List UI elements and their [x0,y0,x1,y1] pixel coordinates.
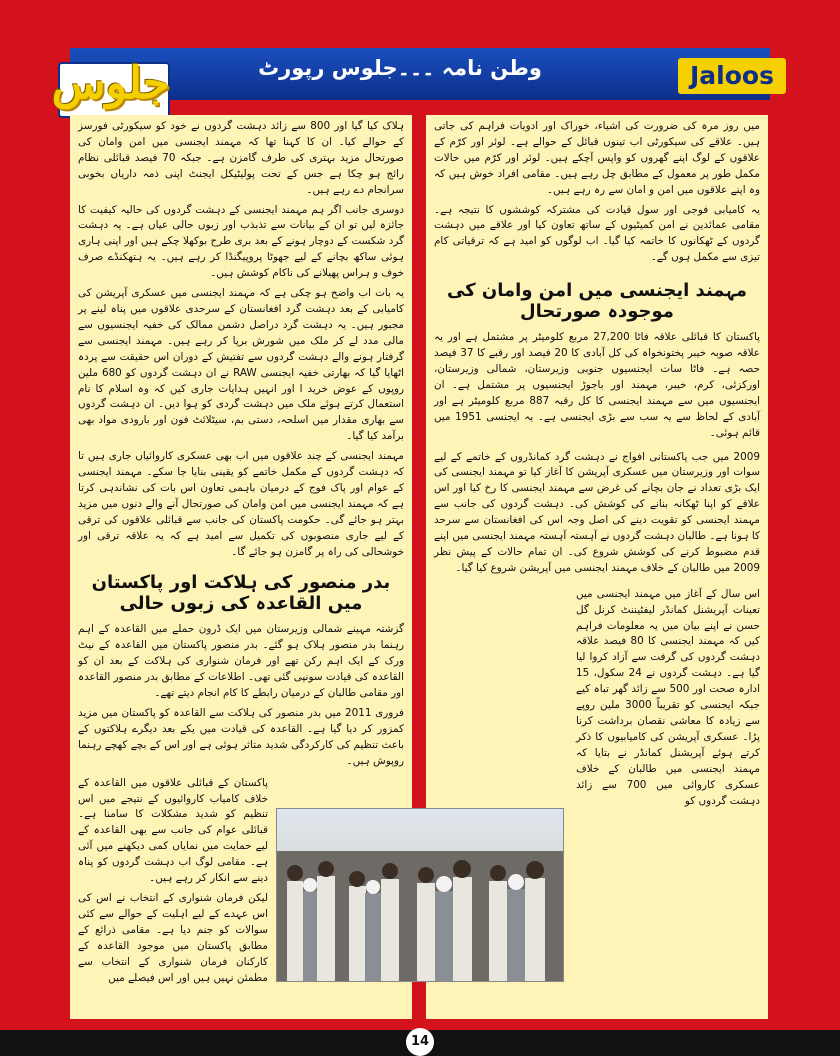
article-paragraph: ہلاک کیا گیا اور 800 سے زائد دہشت گردوں نے خود کو سیکورٹی فورسز کے حوالے کیا۔ ان کا کہنا تھا کہ مہمند ایجنسی میں امن وامان کی صورتحال مزید بہتری کی طرف گامزن ہے۔ جبکہ 70 فیصد قبائلی نظام رائج ہو چکا ہے جس کے تحت پولیٹیکل ایجنٹ اپنی ذمہ داریاں بخوبی سرانجام دے رہے ہیں۔ [78,120,405,196]
article-heading: بدر منصور کی ہلاکت اور پاکستان میں القاعدہ کی زبوں حالی [91,572,391,615]
article-paragraph: مہمند ایجنسی کے چند علاقوں میں اب بھی عسکری کاروائیاں جاری ہیں تا کہ دہشت گردوں کے مکمل خاتمے کو یقینی بنایا جا سکے۔ مہمند ایجنسی کے عوام اور پاک فوج کے درمیان باہمی تعاون اس بات کی نشاندہی کرتا ہے کہ مہمند ایجنسی میں امن وامان کی صورتحال آنے والے دنوں میں مزید بہتر ہو جائے گی۔ حکومت پاکستان کی جانب سے قبائلی علاقوں کی ترقی کے لیے جاری منصوبوں کی تکمیل سے امید ہے کہ یہ علاقہ ترقی اور خوشحالی کی راہ پر گامزن ہو جائے گا۔ [78,450,404,558]
article-paragraph: پاکستان کا قبائلی علاقہ فاٹا 27,200 مربع کلومیٹر پر مشتمل ہے اور یہ علاقہ صوبہ خیبر پختونخواہ کی کل آبادی کا 20 فیصد اور رقبے کا 37 فیصد حصہ ہے۔ فاٹا سات ایجنسیوں جنوبی وزیرستان، شمالی وزیرستان، اورکزئی، کرم، خیبر، مہمند اور باجوڑ ایجنسیوں پر مشتمل ہے۔ ان ایجنسیوں میں سے مہمند ایجنسی کا کل رقبہ 887 مربع کلومیٹر ہے اور آبادی کے لحاظ سے یہ سب سے بڑی ایجنسی ہے۔ یہ ایجنسی 1951 میں قائم ہوئی۔ [434,331,761,439]
article-paragraph: دوسری جانب اگر ہم مہمند ایجنسی کے دہشت گردوں کی حالیہ کیفیت کا جائزہ لیں تو ان کے بیانات سے تذبذب اور زبوں حالی عیاں ہے۔ یہ دہشت گرد شکست کے دوچار ہونے کے بعد بری طرح بوکھلا چکے ہیں اور اپنی ہاری ہوئی ساکھ بچانے کے لیے جھوٹا پروپیگنڈا کر رہے ہیں۔ یہ ہتھکنڈے صرف خوف و ہراس پھیلانے کی ناکام کوشش ہیں۔ [78,203,404,280]
article-paragraph: پاکستان کے قبائلی علاقوں میں القاعدہ کے خلاف کامیاب کاروائیوں کے نتیجے میں اس تنظیم کو شدید مشکلات کا سامنا ہے۔ قبائلی عوام کی جانب سے بھی القاعدہ کے لیے حمایت میں نمایاں کمی دیکھنے میں آئی ہے۔ مقامی لوگ اب دہشت گردوں کو پناہ دینے سے انکار کر رہے ہیں۔ [78,776,268,885]
news-photo [276,808,564,982]
article-paragraph: اس سال کے آغاز میں مہمند ایجنسی میں تعینات آپریشنل کمانڈر لیفٹیننٹ کرنل گل حسن نے اپنے بیان میں یہ معلومات فراہم کیں کہ مہمند ایجنسی کا 80 فیصد علاقہ دہشت گردوں کی گرفت سے آزاد کروا لیا گیا ہے۔ دہشت گردوں نے 24 سکول، 15 ادارہ صحت اور 500 سے زائد گھر تباہ کیے جبکہ ایجنسی کو تقریباً 3000 ملین روپے سے زیادہ کا معاشی نقصان برداشت کرنا پڑا۔ عسکری آپریشن کی کامیابیوں کا ذکر کرتے ہوئے آپریشنل کمانڈر نے بتایا کہ مہمند ایجنسی میں طالبان کے خلاف عسکری کاروائی میں 700 سے زائد دہشت گردوں کو [576,587,760,807]
page-number: 14 [406,1028,434,1056]
article-paragraph: یہ کامیابی فوجی اور سول قیادت کی مشترکہ کوششوں کا نتیجہ ہے۔ مقامی عمائدین نے امن کمیٹیوں کے ساتھ تعاون کیا اور علاقے میں دہشت گردوں کے ٹھکانوں کا خاتمہ کیا گیا۔ اب لوگوں کو امید ہے کہ ترقیاتی کام تیزی سے مکمل ہوں گے۔ [434,203,760,264]
article-paragraph: میں روز مرہ کی ضرورت کی اشیاء، خوراک اور ادویات فراہم کی جاتی ہیں۔ علاقے کی سیکورٹی اب تینوں قبائل کے حوالے ہے۔ لوئر اور کرّم کے علاقوں کے لوگ اپنے گھروں کو واپس آچکے ہیں۔ لوئر اور کرّم میں حالات مکمل طور پر معمول کے مطابق چل رہے ہیں۔ مقامی افراد خوش ہیں کہ وہ اپنے علاقوں میں امن و امان سے رہ رہے ہیں۔ [434,120,760,196]
brand-name: Jaloos [678,58,786,94]
article-paragraph: یہ بات اب واضح ہو چکی ہے کہ مہمند ایجنسی میں عسکری آپریشن کی کامیابی کے بعد دہشت گرد افغانستان کے سرحدی علاقوں میں پناہ لینے پر مجبور ہیں۔ یہ دہشت گرد دراصل دشمن ممالک کی خفیہ ایجنسیوں سے مالی مدد لے کر ملک میں شورش برپا کر رہے ہیں۔ مہمند ایجنسی سے گرفتار ہونے والے دہشت گردوں سے تفتیش کے دوران اس حقیقت سے پردہ اٹھایا گیا کہ بھارتی خفیہ ایجنسی RAW نے ان دہشت گردوں کو 680 ملین روپوں کے عوض خرید ا اور انہیں ہدایات جاری کیں کہ وہ اسلام کا نام استعمال کرتے ہوئے ملک میں دہشت گردی کو ہوا دیں۔ ان دہشت گردوں سے بھاری مقدار میں اسلحہ، دستی بم، سیٹلائٹ فون اور بارودی مواد بھی برآمد کیا گیا۔ [78,287,405,443]
article-paragraph: فروری 2011 میں بدر منصور کی ہلاکت سے القاعدہ کو پاکستان میں مزید کمزور کر دیا گیا ہے۔ القاعدہ کی قیادت میں یکے بعد دیگرے ہلاکتوں کے باعث تنظیم کی کارکردگی شدید متاثر ہوئی ہے اور اس کے بچے کھچے رہنما روپوش ہیں۔ [78,707,404,767]
crowd-image [277,851,563,981]
right-border [770,0,840,1056]
magazine-logo: جلوس [51,58,170,109]
section-title: وطن نامہ ۔۔۔جلوس رپورٹ [258,56,542,80]
article-heading: مہمند ایجنسی میں امن وامان کی موجودہ صورتحال [446,280,748,323]
article-paragraph: 2009 میں جب پاکستانی افواج نے دہشت گرد کمانڈروں کے خاتمے کے لیے سوات اور وزیرستان میں عسکری آپریشن کا آغاز کیا تو مہمند ایجنسی کی ایک بڑی تعداد نے جان بچانے کی غرض سے مہمند ایجنسی کا رخ کیا اور اس علاقے کو اپنا ٹھکانہ بنانے کی کوشش کی۔ دہشت گردوں کی جانب سے مہمند ایجنسی کو تقویت دینے کی اصل وجہ اس کی افغانستان سے سرحد کا ہونا ہے۔ طالبان دہشت گردوں نے آہستہ آہستہ مہمند ایجنسی میں اپنے قدم مضبوط کرنے کی کوشش شروع کی۔ ان تمام حالات کے پیش نظر 2009 میں طالبان کے خلاف مہمند ایجنسی میں آپریشن شروع کیا گیا۔ [434,450,760,574]
left-border [0,0,70,1056]
article-paragraph: گزشتہ مہینے شمالی وزیرستان میں ایک ڈرون حملے میں القاعدہ کے اہم رہنما بدر منصور ہلاک ہو گئے۔ بدر منصور پاکستان میں القاعدہ کے نیٹ ورک کے ایک اہم رکن تھے اور فرمان شنواری کی ہلاکت کے بعد ان کو القاعدہ کی قیادت سونپی گئی تھی۔ اطلاعات کے مطابق بدر منصور القاعدہ اور مقامی طالبان کے درمیان رابطے کا کام انجام دیتے تھے۔ [78,623,404,700]
article-paragraph: لیکن فرمان شنواری کے انتخاب نے اس کی اس عہدے کے لیے اہلیت کے حوالے سے کئی سوالات کو جنم دیا ہے۔ مقامی ذرائع کے مطابق پاکستان میں موجود القاعدہ کے کارکنان فرمان شنواری کے انتخاب سے مطمئن نہیں ہیں اور اس فیصلے میں [78,891,268,984]
